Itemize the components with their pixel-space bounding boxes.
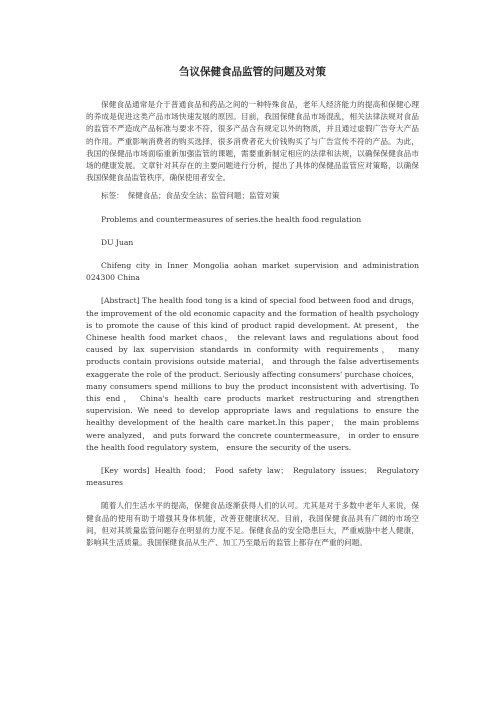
document-page <box>86 64 419 549</box>
keywords-en: [Key words] Health food； Food safety law； Regulatory issues； Regulatory measures <box>86 466 419 488</box>
abstract-zh: 保健食品通常是介于普通食品和药品之间的一种特殊食品，老年人经济能力的提高和保健心理的养成是促进这类产品市场快速发展的原因。目前，我国保健食品市场混乱，相关法律法规对食品的监管不严造成产品标准与要求不符，很多产品含有规定以外的物质，并且通过虚假广告夸大产品的作用。严重影响消费者的购买选择，很多消费者花大价钱购买了与广告宣传不符的产品。为此，我国的保健品市场面临重新加强监管的课题，需要重新制定相应的法律和法规，以确保保健食品市场的健康发展。文章针对其存在的主要问题进行分析，提出了具体的保健品监管应对策略，以确保我国保健食品监管秩序，确保使用者安全。 <box>86 100 419 183</box>
author-en: DU Juan <box>101 237 134 247</box>
affiliation-en: Chifeng city in Inner Mongolia aohan market supervision and administration 024300 China <box>86 261 419 283</box>
title-en: Problems and countermeasures of series.the health food regulation <box>101 214 362 224</box>
abstract-en: [Abstract] The health food tong is a kind of special food between food and drugs， the improvement of the old economic capacity and the formation of health psychology is to promote the cause of this kind of product rapid development. At present， the Chinese health food market chaos， the relevant laws and regulations about food caused by lax supervision standards in conformity with requirements， many products contain provisions outside material， and through the false advertisements exaggerate the role of the product. Seriously affecting consumers' purchase choices， many consumers spend millions to buy the product inconsistent with advertising. To this end， China's health care products market restructuring and strengthen supervision. We need to develop appropriate laws and regulations to ensure the healthy development of the health care market.In this paper， the main problems were analyzed， and puts forward the concrete countermeasure， in order to ensure the health food regulatory system， ensure the security of the users. <box>86 296 419 452</box>
keywords-zh: 标签： 保健食品；食品安全法；监管问题；监管对策 <box>101 191 280 201</box>
body-paragraph: 随着人们生活水平的提高，保健食品逐渐获得人们的认可。尤其是对于多数中老年人来说，保健食品的使用有助于增强其身体机能，改善亚健康状况。目前，我国保健食品具有广阔的市场空间，但对其质量监管问题存在明显的力度不足。保健食品的安全隐患巨大，严重威胁中老人健康，影响其生活质量。我国保健食品从生产、加工乃至最后的监管上都存在严重的问题。 <box>86 501 419 548</box>
paper-title: 刍议保健食品监管的问题及对策 <box>179 66 326 78</box>
